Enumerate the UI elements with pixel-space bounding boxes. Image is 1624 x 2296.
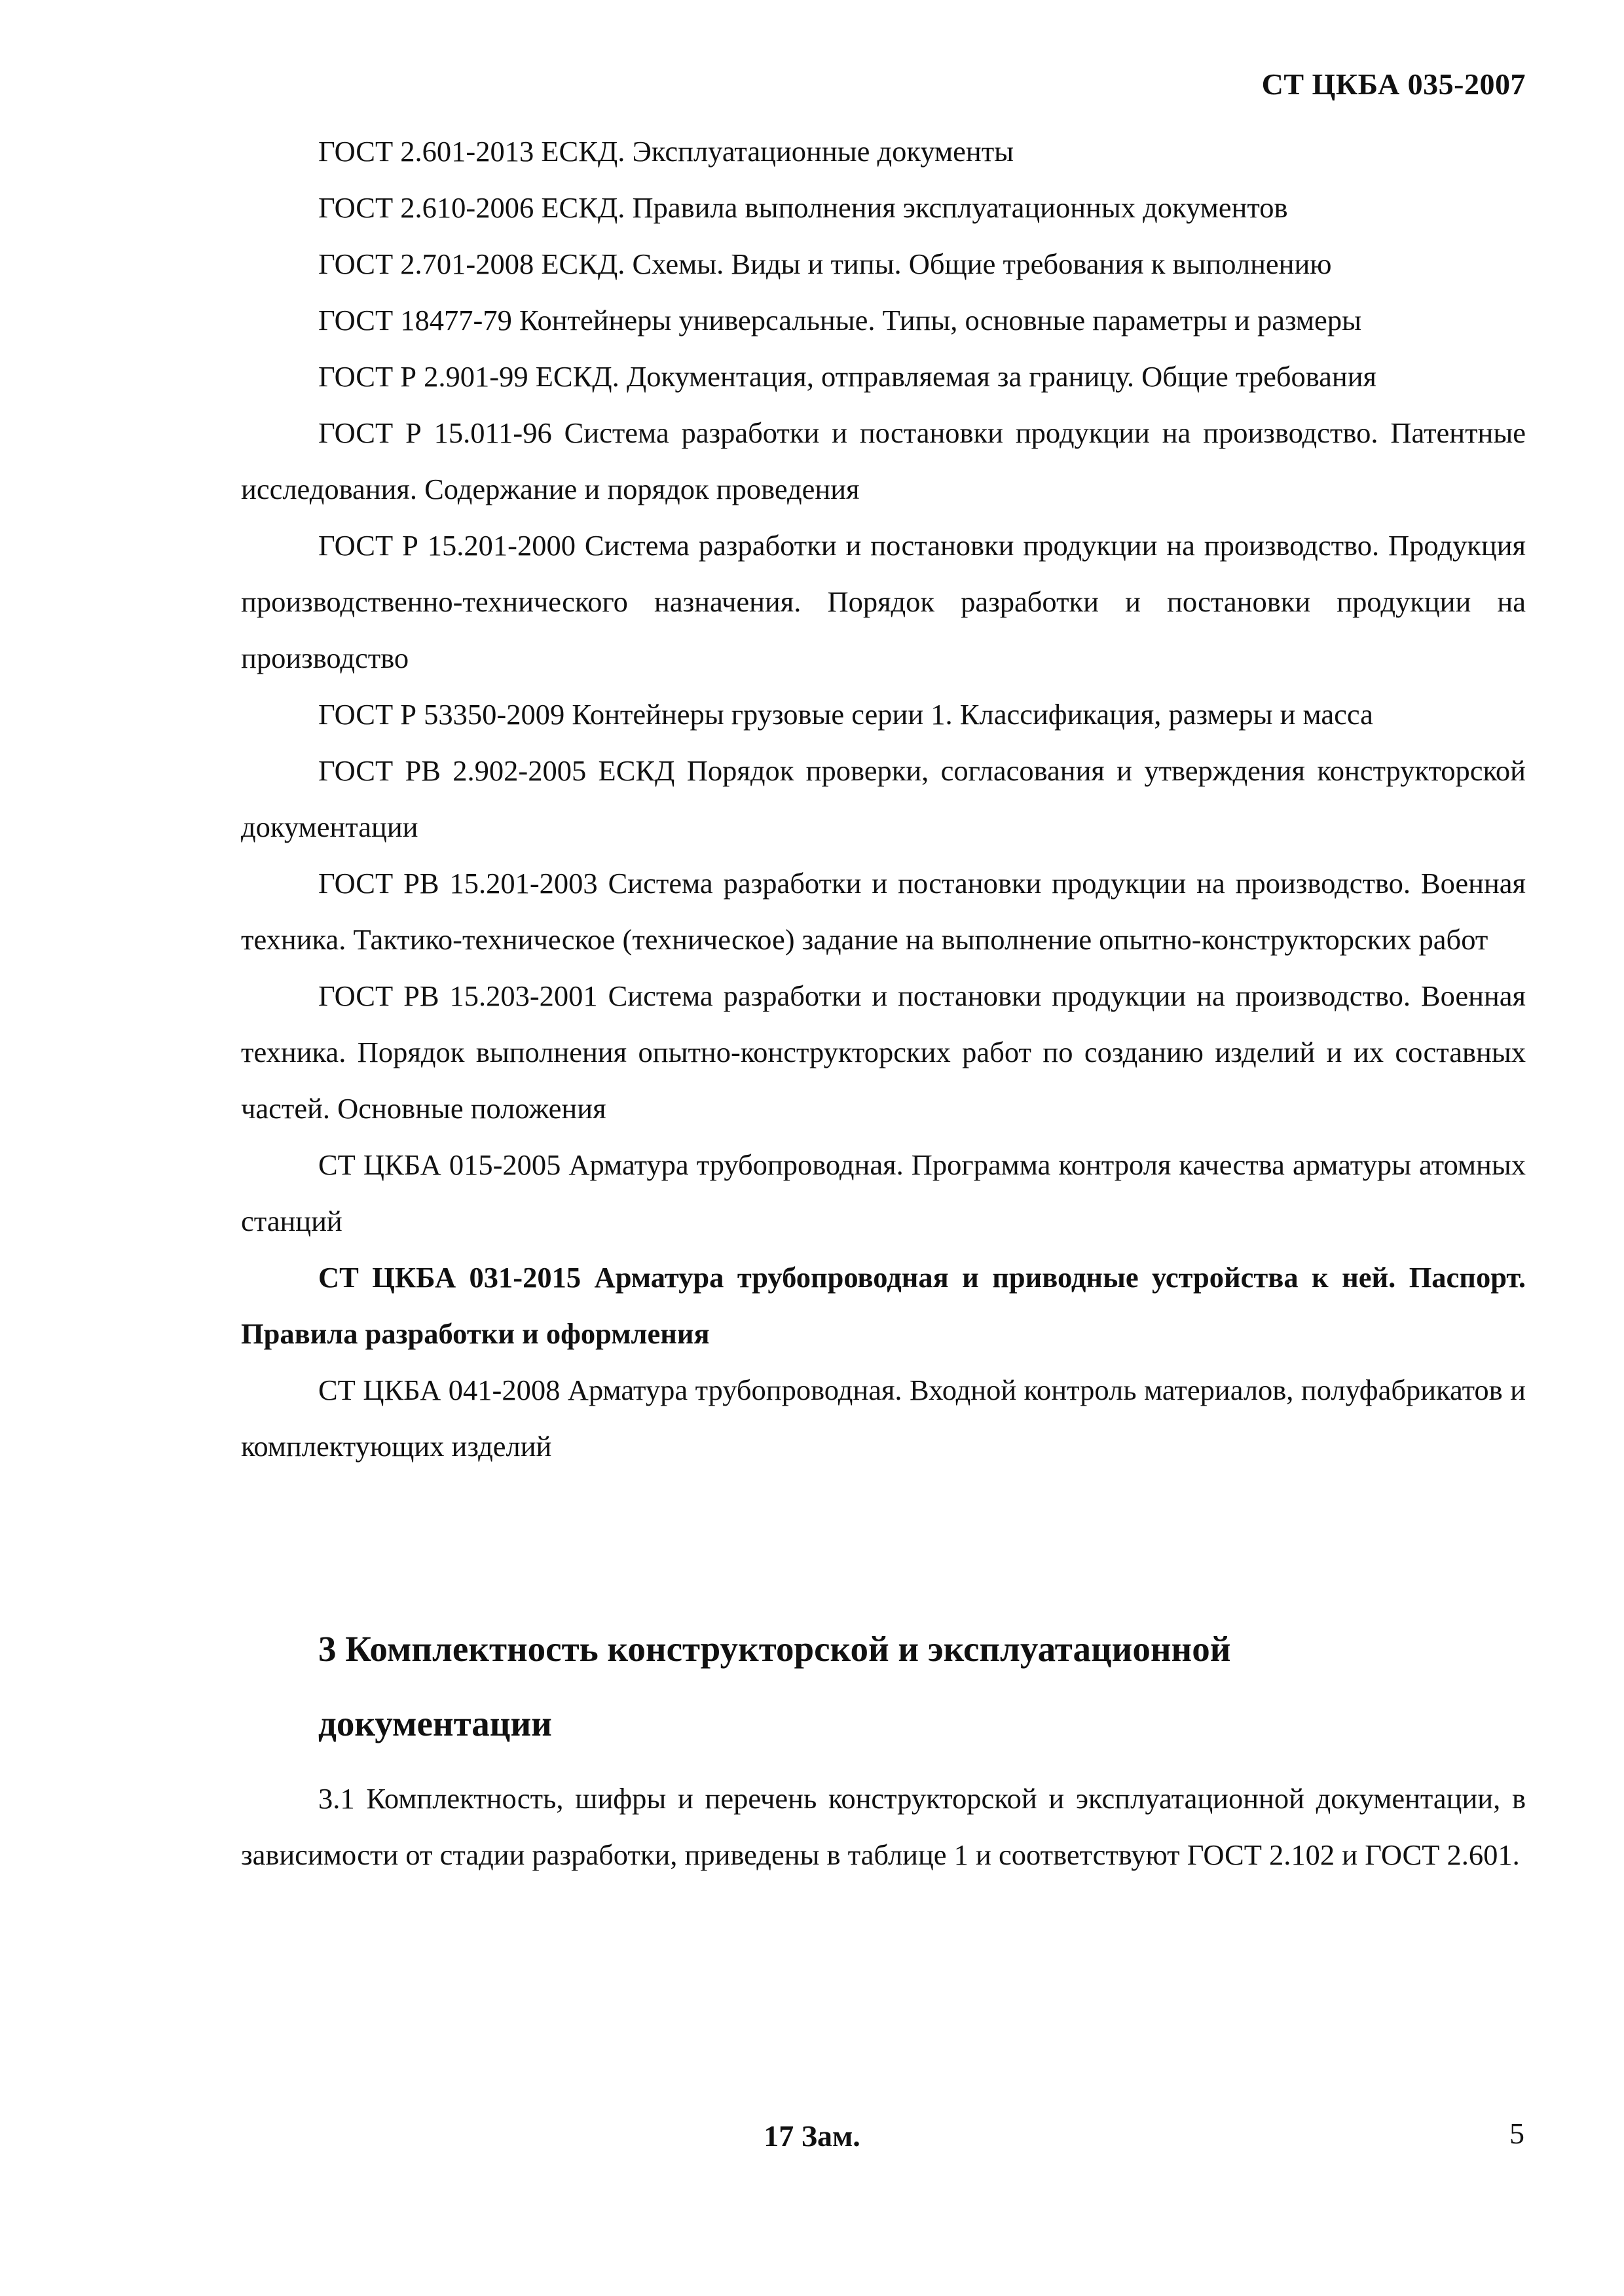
reference-item: ГОСТ Р 15.201-2000 Система разработки и постановки продукции на производство. Продукция производственно-технического назначения. Порядок разработки и постановки продукции на производство [241,529,1526,674]
reference-item: ГОСТ 2.701-2008 ЕСКД. Схемы. Виды и типы. Общие требования к выполнению [318,247,1332,280]
reference-item: ГОСТ Р 15.011-96 Система разработки и постановки продукции на производство. Патентные исследования. Содержание и порядок проведения [241,416,1526,505]
section-paragraph: 3.1 Комплектность, шифры и перечень конструкторской и эксплуатационной документации, в зависимости от стадии разработки, приведены в таблице 1 и соответствуют ГОСТ 2.102 и ГОСТ 2.601. [241,1782,1526,1871]
reference-item: ГОСТ РВ 2.902-2005 ЕСКД Порядок проверки, согласования и утверждения конструкторской документации [241,754,1526,843]
reference-item: СТ ЦКБА 015-2005 Арматура трубопроводная. Программа контроля качества арматуры атомных станций [241,1148,1526,1237]
normative-references-list [241,123,1526,1474]
section-heading: 3 Комплектность конструкторской и эксплуатационной документации [318,1629,1231,1743]
reference-item: ГОСТ 2.610-2006 ЕСКД. Правила выполнения эксплуатационных документов [318,191,1288,224]
reference-item: ГОСТ 18477-79 Контейнеры универсальные. Типы, основные параметры и размеры [318,304,1361,337]
reference-item-changed: СТ ЦКБА 031-2015 Арматура трубопроводная и приводные устройства к ней. Паспорт. Правила разработки и оформления [241,1261,1526,1350]
reference-item: ГОСТ Р 53350-2009 Контейнеры грузовые серии 1. Классификация, размеры и масса [318,698,1373,731]
reference-item: ГОСТ РВ 15.201-2003 Система разработки и постановки продукции на производство. Военная техника. Тактико-техническое (техническое) задание на выполнение опытно-конструкторских работ [241,867,1526,956]
change-mark: 17 Зам. [764,2119,860,2153]
reference-item: ГОСТ РВ 15.203-2001 Система разработки и постановки продукции на производство. Военная техника. Порядок выполнения опытно-конструкторских работ по созданию изделий и их составных частей. Основные положения [241,979,1526,1125]
reference-item: ГОСТ 2.601-2013 ЕСКД. Эксплуатационные документы [318,135,1014,168]
reference-item: СТ ЦКБА 041-2008 Арматура трубопроводная. Входной контроль материалов, полуфабрикатов и комплектующих изделий [241,1374,1526,1463]
page-number: 5 [1509,2117,1524,2150]
document-code-header: СТ ЦКБА 035-2007 [1261,67,1526,101]
reference-item: ГОСТ Р 2.901-99 ЕСКД. Документация, отправляемая за границу. Общие требования [318,360,1377,393]
